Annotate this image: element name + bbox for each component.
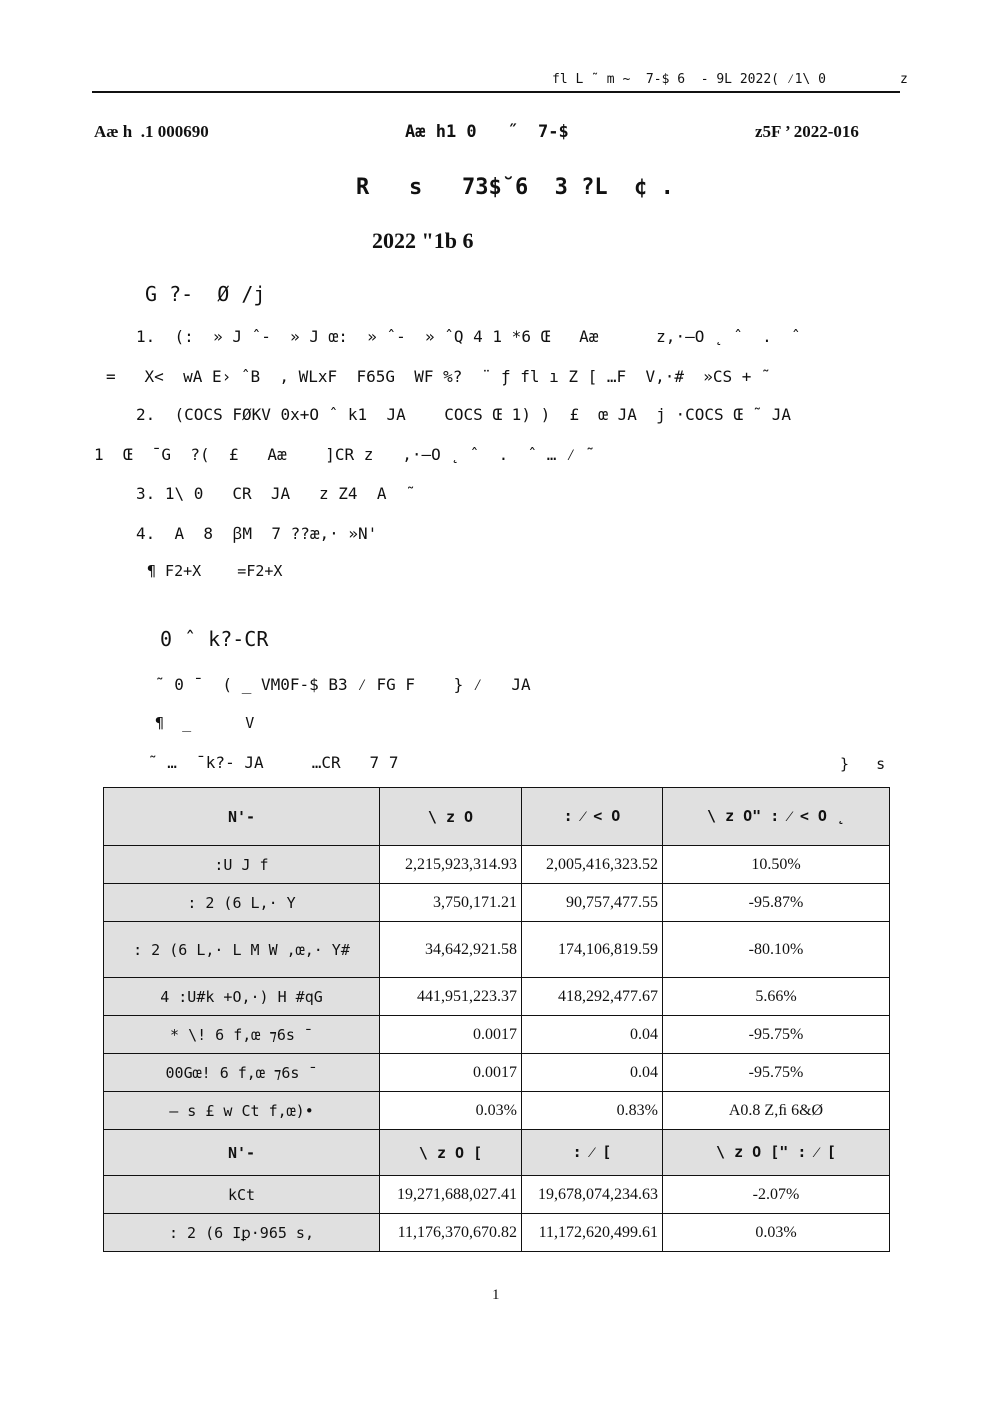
financial-data-table [103, 787, 890, 1252]
paragraph-item-1-continued: = X< wA E› ˆB , WLxF F65G WF %? ¨ ƒ fl ı Z [ …F V,·# »CS + ˜ [106, 367, 771, 386]
table-cell: -95.87% [663, 884, 890, 922]
row-label: * \! 6 f,œ ⁊6s ¯ [104, 1016, 380, 1054]
table-cell: 10.50% [663, 846, 890, 884]
table-cell: 0.04 [522, 1054, 663, 1092]
column-header: \ z O [" : ⁄ [ [663, 1130, 890, 1176]
row-label: : 2 (6 Iꝑ·965 s, [104, 1214, 380, 1252]
running-header-title: fl L ˜ m ~ 7-$ 6 - 9L 2022( ⁄1\ 0 [552, 72, 826, 87]
table-cell: 174,106,819.59 [522, 922, 663, 978]
paragraph-item-4: 4. A 8 ꞵM 7 ??æ,· »N' [136, 524, 378, 543]
table-cell: 2,215,923,314.93 [380, 846, 522, 884]
column-header: \ z O" : ⁄ < O ˛ [663, 788, 890, 846]
table-cell: 34,642,921.58 [380, 922, 522, 978]
row-label: kCt [104, 1176, 380, 1214]
header-rule [92, 91, 900, 93]
section-2-line-2: ¶ _ V [155, 714, 255, 732]
table-row [104, 1176, 890, 1214]
paragraph-item-2-continued: 1 Œ ¯G ?( £ Aæ ]CR z ,·–O ˛ ˆ . ˆ … ⁄ ˜ [94, 445, 595, 464]
document-title: R s 73$˘6 3 ?L ¢ . [356, 175, 674, 200]
table-row [104, 1214, 890, 1252]
stock-code: Aæ h .1 000690 [94, 122, 209, 141]
table-cell: 11,172,620,499.61 [522, 1214, 663, 1252]
table-cell: 0.83% [522, 1092, 663, 1130]
paragraph-item-3: 3. 1\ 0 CR JA z Z4 A ˜ [136, 484, 416, 503]
column-header: \ z O [380, 788, 522, 846]
table-row [104, 1054, 890, 1092]
table-cell: 11,176,370,670.82 [380, 1214, 522, 1252]
table-row [104, 846, 890, 884]
table-cell: -2.07% [663, 1176, 890, 1214]
column-header: N'- [104, 1130, 380, 1176]
stock-name: Aæ h1 0 ˝ 7-$ [405, 122, 569, 142]
row-label: 00Gœ! 6 f,œ ⁊6s ¯ [104, 1054, 380, 1092]
table-cell: 19,271,688,027.41 [380, 1176, 522, 1214]
row-label: : 2 (6 L,· Y [104, 884, 380, 922]
column-header: N'- [104, 788, 380, 846]
column-header: : ⁄ [ [522, 1130, 663, 1176]
row-label: 4 :U#k +O,·) H #qG [104, 978, 380, 1016]
table-cell: 0.03% [663, 1214, 890, 1252]
paragraph-item-4-continued: ¶ F2+X =F2+X [147, 562, 283, 580]
table-cell: 418,292,477.67 [522, 978, 663, 1016]
table-cell: 19,678,074,234.63 [522, 1176, 663, 1214]
table-cell: 5.66% [663, 978, 890, 1016]
table-cell: 2,005,416,323.52 [522, 846, 663, 884]
table-header-row [104, 1130, 890, 1176]
paragraph-item-2: 2. (COCS FØKV 0x+O ˆ k1 JA COCS Œ 1) ) £ œ JA j ·COCS Œ ˜ JA [136, 405, 792, 424]
table-cell: 0.04 [522, 1016, 663, 1054]
row-label: : 2 (6 L,· L M W ,œ,· Y# [104, 922, 380, 978]
table-row [104, 1016, 890, 1054]
section-2-heading: 0 ˆ k?-CR [160, 627, 269, 651]
column-header: \ z O [ [380, 1130, 522, 1176]
table-cell: 0.0017 [380, 1054, 522, 1092]
unit-label: } s [840, 755, 886, 773]
document-subtitle: 2022 "1b 6 [372, 228, 474, 253]
table-header-row [104, 788, 890, 846]
row-label: :U J f [104, 846, 380, 884]
table-cell: -80.10% [663, 922, 890, 978]
table-row [104, 884, 890, 922]
running-header-suffix: z [900, 72, 908, 87]
table-cell: 90,757,477.55 [522, 884, 663, 922]
table-cell: 3,750,171.21 [380, 884, 522, 922]
table-row [104, 922, 890, 978]
table-cell: 0.03% [380, 1092, 522, 1130]
table-cell: A0.8 Z,ﬁ 6&Ø [663, 1092, 890, 1130]
table-cell: -95.75% [663, 1016, 890, 1054]
table-cell: 441,951,223.37 [380, 978, 522, 1016]
announcement-number: z5F ’ 2022-016 [755, 122, 859, 141]
table-row [104, 1092, 890, 1130]
section-1-heading: G ?- Ø /j [145, 282, 266, 306]
paragraph-item-1: 1. (: » J ˆ- » J œ: » ˆ- » ˆQ 4 1 *6 Œ Aæ z,·–O ˛ ˆ . ˆ [136, 327, 801, 346]
table-row [104, 978, 890, 1016]
row-label: – s £ w Ct f,œ)• [104, 1092, 380, 1130]
column-header: : ⁄ < O [522, 788, 663, 846]
table-cell: 0.0017 [380, 1016, 522, 1054]
section-2-line-3: ˜ … ¯k?- JA …CR 7 7 [148, 753, 399, 772]
section-2-line-1: ˜ 0 ¯ ( _ VM0F-$ B3 ⁄ FG F } ⁄ JA [155, 675, 531, 694]
page-number: 1 [492, 1287, 500, 1303]
table-cell: -95.75% [663, 1054, 890, 1092]
